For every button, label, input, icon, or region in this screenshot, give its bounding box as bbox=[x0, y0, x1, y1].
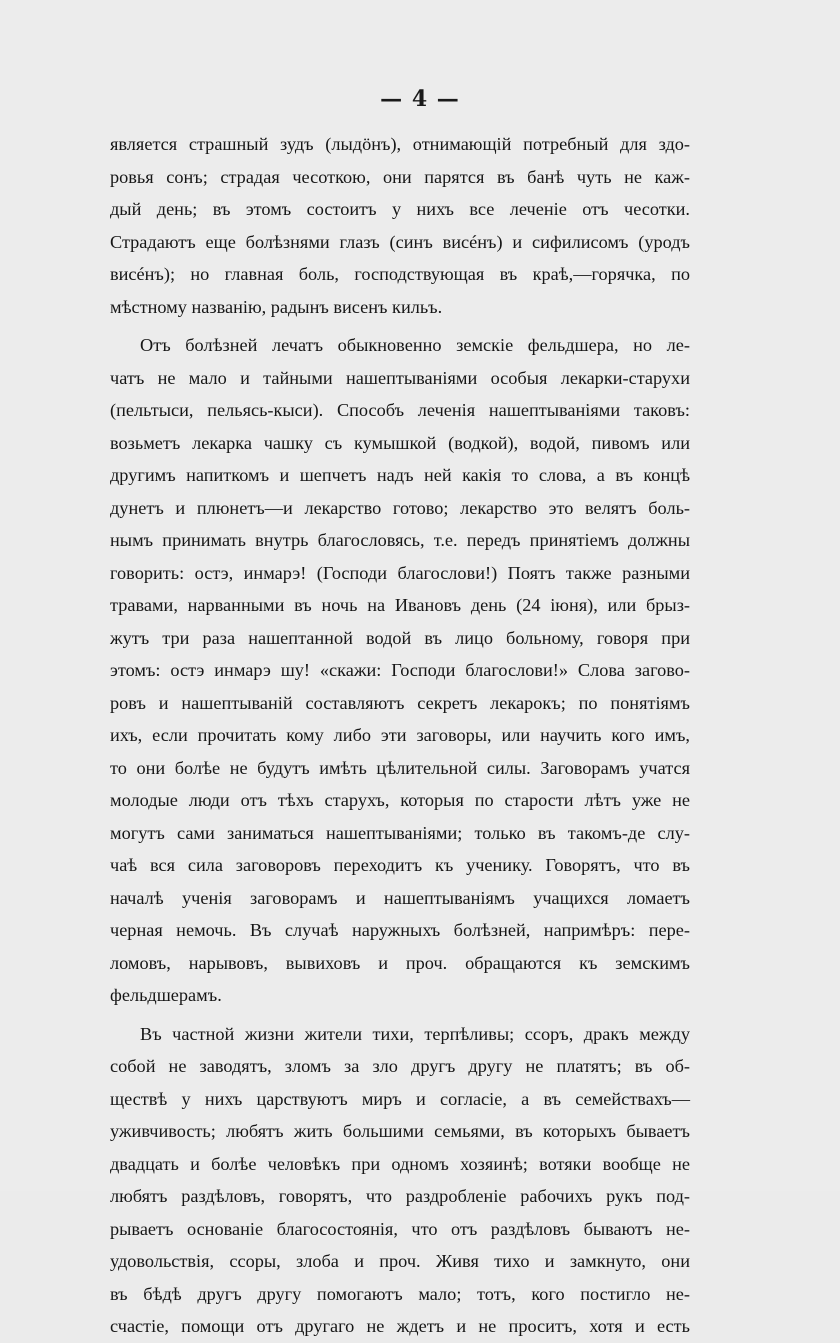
text-line: ровья сонъ; страдая чесоткою, они парятся въ банѣ чуть не каж- bbox=[110, 166, 690, 187]
text-line: ломовъ, нарывовъ, вывиховъ и проч. обращаются къ земскимъ bbox=[110, 952, 690, 973]
page-number: — 4 — bbox=[380, 86, 460, 112]
text-line: этомъ: остэ инмарэ шу! «скажи: Господи благослови!» Слова загово- bbox=[110, 660, 690, 680]
text-line: мѣстному названію, радынъ висенъ кильъ. bbox=[110, 296, 443, 317]
text-line: въ бѣдѣ другъ другу помогаютъ мало; тотъ, кого постигло не- bbox=[110, 1283, 690, 1304]
text-line: травами, нарванными въ ночь на Ивановъ день (24 іюня), или брыз- bbox=[110, 595, 690, 615]
text-line: двадцать и болѣе человѣкъ при одномъ хозяинѣ; вотяки вообще не bbox=[110, 1153, 690, 1174]
text-line: чатъ не мало и тайными нашептываніями особыя лекарки-старухи bbox=[110, 367, 690, 388]
text-line: удовольствія, ссоры, злоба и проч. Живя тихо и замкнуто, они bbox=[110, 1251, 690, 1271]
text-line: говорить: остэ, инмарэ! (Господи благослови!) Поятъ также разными bbox=[110, 562, 690, 583]
text-line: висéнъ); но главная боль, господствующая въ краѣ,—горячка, по bbox=[110, 264, 690, 284]
text-line: чаѣ вся сила заговоровъ переходитъ къ ученику. Говорятъ, что въ bbox=[110, 855, 690, 875]
text-line: уживчивость; любятъ жить большими семьями, въ которыхъ бываетъ bbox=[110, 1121, 690, 1141]
text-line: ществѣ у нихъ царствуютъ миръ и согласіе, а въ семействахъ— bbox=[110, 1088, 690, 1109]
text-line: молодые люди отъ тѣхъ старухъ, которыя по старости лѣтъ уже не bbox=[110, 790, 690, 810]
text-line: жутъ три раза нашептанной водой въ лицо больному, говоря при bbox=[110, 627, 690, 648]
text-line: Отъ болѣзней лечатъ обыкновенно земскіе фельдшера, но ле- bbox=[140, 335, 690, 355]
text-line: рываетъ основаніе благосостоянія, что отъ раздѣловъ бываютъ не- bbox=[110, 1218, 690, 1239]
text-line: возьметъ лекарка чашку съ кумышкой (водкой), водой, пивомъ или bbox=[110, 432, 690, 453]
text-line: то они болѣе не будутъ имѣть цѣлительной силы. Заговорамъ учатся bbox=[110, 757, 690, 778]
text-line: счастіе, помощи отъ другаго не ждетъ и не проситъ, хотя и есть bbox=[110, 1316, 690, 1336]
text-line: (пельтыси, пельясь-кыси). Способъ леченія нашептываніями таковъ: bbox=[110, 400, 690, 420]
body-text bbox=[110, 128, 690, 1343]
text-line: дунетъ и плюнетъ—и лекарство готово; лекарство это велятъ боль- bbox=[110, 497, 690, 518]
text-line: ровъ и нашептываній составляютъ секретъ лекарокъ; по понятіямъ bbox=[110, 692, 690, 713]
text-line: фельдшерамъ. bbox=[110, 985, 222, 1005]
text-line: Страдаютъ еще болѣзнями глазъ (синъ висéнъ) и сифилисомъ (уродъ bbox=[110, 231, 690, 252]
text-line: Въ частной жизни жители тихи, терпѣливы; ссоръ, дракъ между bbox=[140, 1023, 690, 1044]
text-line: черная немочь. Въ случаѣ наружныхъ болѣзней, напримѣръ: пере- bbox=[110, 920, 690, 940]
text-line: ихъ, если прочитать кому либо эти заговоры, или научить кого имъ, bbox=[110, 725, 690, 745]
text-line: любятъ раздѣловъ, говорятъ, что раздробленіе рабочихъ рукъ под- bbox=[110, 1186, 690, 1206]
text-line: нымъ принимать внутрь благословясь, т.е. передъ принятіемъ должны bbox=[110, 530, 690, 550]
text-line: могутъ сами заниматься нашептываніями; только въ такомъ-де слу- bbox=[110, 822, 690, 843]
text-line: является страшный зудъ (лыдӧнъ), отнимающій потребный для здо- bbox=[110, 134, 690, 154]
text-line: другимъ напиткомъ и шепчетъ надъ ней какія то слова, а въ концѣ bbox=[110, 465, 690, 485]
text-line: собой не заводятъ, зломъ за зло другъ другу не платятъ; въ об- bbox=[110, 1056, 690, 1076]
text-line: началѣ ученія заговорамъ и нашептываніямъ учащихся ломаетъ bbox=[110, 887, 690, 908]
text-line: дый день; въ этомъ состоитъ у нихъ все леченіе отъ чесотки. bbox=[110, 199, 690, 219]
